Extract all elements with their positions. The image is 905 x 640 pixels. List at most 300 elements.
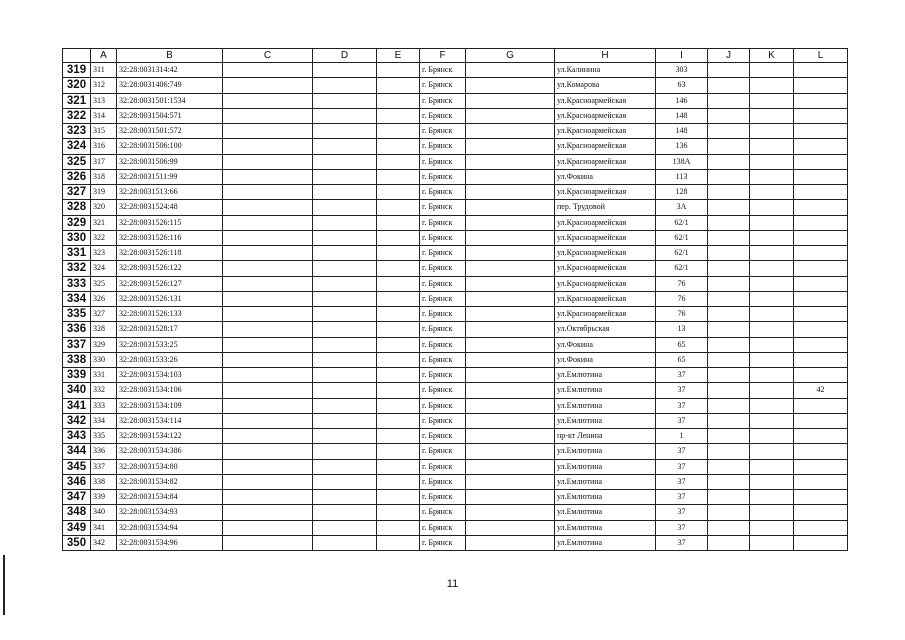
cell-l — [794, 398, 848, 413]
cell-cadastral-number: 32:28:0031534:82 — [117, 474, 223, 489]
cell-j — [708, 322, 750, 337]
cell-a: 331 — [91, 368, 117, 383]
cell-k — [750, 535, 794, 550]
cell-street: ул.Красноармейская — [555, 154, 656, 169]
cell-city: г. Брянск — [420, 444, 466, 459]
row-number: 334 — [63, 291, 91, 306]
cell-house: 303 — [656, 63, 708, 78]
cell-c — [223, 230, 313, 245]
cell-e — [377, 337, 420, 352]
cell-e — [377, 429, 420, 444]
cell-house: 37 — [656, 383, 708, 398]
cell-cadastral-number: 32:28:0031526:131 — [117, 291, 223, 306]
cell-city: г. Брянск — [420, 276, 466, 291]
cell-house: 37 — [656, 398, 708, 413]
cell-a: 316 — [91, 139, 117, 154]
cell-cadastral-number: 32:28:0031526:133 — [117, 307, 223, 322]
cell-l — [794, 535, 848, 550]
cell-l — [794, 93, 848, 108]
cell-street: ул.Октябрьская — [555, 322, 656, 337]
cell-g — [466, 154, 555, 169]
cell-k — [750, 185, 794, 200]
cell-l — [794, 291, 848, 306]
cell-city: г. Брянск — [420, 154, 466, 169]
cell-cadastral-number: 32:28:0031506:99 — [117, 154, 223, 169]
cell-k — [750, 337, 794, 352]
cell-k — [750, 93, 794, 108]
cell-city: г. Брянск — [420, 124, 466, 139]
cell-house: 37 — [656, 520, 708, 535]
cell-city: г. Брянск — [420, 490, 466, 505]
cell-k — [750, 398, 794, 413]
cell-g — [466, 490, 555, 505]
scan-edge-mark — [3, 555, 5, 615]
cell-street: ул.Красноармейская — [555, 215, 656, 230]
cell-cadastral-number: 32:28:0031526:122 — [117, 261, 223, 276]
cell-a: 311 — [91, 63, 117, 78]
cell-house: 62/1 — [656, 215, 708, 230]
cell-a: 324 — [91, 261, 117, 276]
cell-street: пр-кт Ленина — [555, 429, 656, 444]
cell-g — [466, 169, 555, 184]
cell-l — [794, 215, 848, 230]
cell-l — [794, 459, 848, 474]
cell-c — [223, 124, 313, 139]
cell-j — [708, 368, 750, 383]
cell-j — [708, 474, 750, 489]
cell-j — [708, 352, 750, 367]
row-number: 330 — [63, 230, 91, 245]
cell-j — [708, 63, 750, 78]
cell-city: г. Брянск — [420, 383, 466, 398]
cell-g — [466, 200, 555, 215]
cell-cadastral-number: 32:28:0031533:25 — [117, 337, 223, 352]
cell-c — [223, 337, 313, 352]
row-number: 347 — [63, 490, 91, 505]
cell-l — [794, 230, 848, 245]
cell-g — [466, 413, 555, 428]
cell-j — [708, 108, 750, 123]
cell-cadastral-number: 32:28:0031534:386 — [117, 444, 223, 459]
cell-j — [708, 78, 750, 93]
row-number: 335 — [63, 307, 91, 322]
cell-a: 321 — [91, 215, 117, 230]
row-number: 326 — [63, 169, 91, 184]
cell-city: г. Брянск — [420, 337, 466, 352]
cell-k — [750, 139, 794, 154]
row-number: 340 — [63, 383, 91, 398]
row-number: 324 — [63, 139, 91, 154]
cell-k — [750, 108, 794, 123]
row-number: 325 — [63, 154, 91, 169]
cell-city: г. Брянск — [420, 139, 466, 154]
cell-j — [708, 505, 750, 520]
cell-d — [313, 368, 377, 383]
cell-street: ул.Комарова — [555, 78, 656, 93]
cell-d — [313, 246, 377, 261]
row-number: 338 — [63, 352, 91, 367]
cell-k — [750, 215, 794, 230]
cell-city: г. Брянск — [420, 459, 466, 474]
cell-house: 37 — [656, 368, 708, 383]
cell-street: ул.Красноармейская — [555, 139, 656, 154]
cell-street: ул.Красноармейская — [555, 276, 656, 291]
cell-a: 313 — [91, 93, 117, 108]
cell-c — [223, 352, 313, 367]
cell-street: ул.Красноармейская — [555, 307, 656, 322]
cell-a: 341 — [91, 520, 117, 535]
table-row — [63, 185, 848, 200]
cell-e — [377, 535, 420, 550]
cell-g — [466, 505, 555, 520]
table-row — [63, 429, 848, 444]
row-number: 345 — [63, 459, 91, 474]
cell-cadastral-number: 32:28:0031526:127 — [117, 276, 223, 291]
cell-g — [466, 444, 555, 459]
cell-d — [313, 444, 377, 459]
cell-c — [223, 139, 313, 154]
cell-c — [223, 459, 313, 474]
cell-city: г. Брянск — [420, 352, 466, 367]
cell-a: 328 — [91, 322, 117, 337]
cell-a: 340 — [91, 505, 117, 520]
cell-l — [794, 124, 848, 139]
cell-e — [377, 307, 420, 322]
cell-house: 76 — [656, 276, 708, 291]
cell-street: ул.Емлютина — [555, 398, 656, 413]
table-row — [63, 383, 848, 398]
cell-g — [466, 459, 555, 474]
cell-g — [466, 185, 555, 200]
cell-k — [750, 230, 794, 245]
row-number: 329 — [63, 215, 91, 230]
cell-e — [377, 398, 420, 413]
column-header-f: F — [420, 49, 466, 63]
cell-house: 65 — [656, 352, 708, 367]
cell-cadastral-number: 32:28:0031534:122 — [117, 429, 223, 444]
cell-l — [794, 444, 848, 459]
cell-l — [794, 352, 848, 367]
cell-d — [313, 291, 377, 306]
cell-g — [466, 337, 555, 352]
cell-e — [377, 78, 420, 93]
page-number: 11 — [446, 578, 459, 590]
cell-j — [708, 307, 750, 322]
row-number: 320 — [63, 78, 91, 93]
cell-cadastral-number: 32:28:0031513:66 — [117, 185, 223, 200]
cell-j — [708, 413, 750, 428]
row-number: 346 — [63, 474, 91, 489]
cell-cadastral-number: 32:28:0031534:80 — [117, 459, 223, 474]
cell-e — [377, 169, 420, 184]
cell-c — [223, 490, 313, 505]
cell-j — [708, 139, 750, 154]
cell-d — [313, 63, 377, 78]
cell-l — [794, 78, 848, 93]
cell-k — [750, 520, 794, 535]
cell-d — [313, 383, 377, 398]
spreadsheet-table — [62, 48, 848, 551]
table-row — [63, 337, 848, 352]
cell-e — [377, 368, 420, 383]
cell-c — [223, 185, 313, 200]
cell-j — [708, 444, 750, 459]
cell-j — [708, 93, 750, 108]
table-row — [63, 78, 848, 93]
cell-j — [708, 200, 750, 215]
cell-d — [313, 108, 377, 123]
cell-c — [223, 291, 313, 306]
cell-cadastral-number: 32:28:0031534:96 — [117, 535, 223, 550]
cell-cadastral-number: 32:28:0031526:116 — [117, 230, 223, 245]
cell-d — [313, 230, 377, 245]
table-row — [63, 200, 848, 215]
cell-c — [223, 368, 313, 383]
row-number: 322 — [63, 108, 91, 123]
cell-house: 37 — [656, 535, 708, 550]
cell-a: 333 — [91, 398, 117, 413]
column-header-k: K — [750, 49, 794, 63]
cell-street: ул.Емлютина — [555, 535, 656, 550]
cell-a: 323 — [91, 246, 117, 261]
cell-street: ул.Емлютина — [555, 368, 656, 383]
cell-cadastral-number: 32:28:0031534:106 — [117, 383, 223, 398]
cell-house: 148 — [656, 108, 708, 123]
table-row — [63, 322, 848, 337]
cell-l — [794, 246, 848, 261]
cell-house: 62/1 — [656, 261, 708, 276]
cell-house: 113 — [656, 169, 708, 184]
cell-g — [466, 215, 555, 230]
column-header-i: I — [656, 49, 708, 63]
cell-street: ул.Красноармейская — [555, 185, 656, 200]
table-row — [63, 474, 848, 489]
cell-l — [794, 337, 848, 352]
cell-d — [313, 459, 377, 474]
cell-d — [313, 261, 377, 276]
cell-e — [377, 520, 420, 535]
cell-j — [708, 383, 750, 398]
cell-l — [794, 490, 848, 505]
cell-house: 76 — [656, 291, 708, 306]
table-row — [63, 108, 848, 123]
cell-e — [377, 459, 420, 474]
row-number: 319 — [63, 63, 91, 78]
cell-a: 326 — [91, 291, 117, 306]
cell-l — [794, 429, 848, 444]
cell-city: г. Брянск — [420, 185, 466, 200]
cell-c — [223, 200, 313, 215]
table-row — [63, 139, 848, 154]
cell-house: 37 — [656, 459, 708, 474]
table-row — [63, 154, 848, 169]
cell-c — [223, 108, 313, 123]
cell-house: 3А — [656, 200, 708, 215]
cell-house: 148 — [656, 124, 708, 139]
cell-d — [313, 185, 377, 200]
table-body — [63, 63, 848, 551]
cell-l — [794, 505, 848, 520]
cell-a: 339 — [91, 490, 117, 505]
cell-k — [750, 307, 794, 322]
cell-g — [466, 368, 555, 383]
cell-l — [794, 276, 848, 291]
cell-e — [377, 215, 420, 230]
cell-l — [794, 139, 848, 154]
cell-street: ул.Емлютина — [555, 520, 656, 535]
cell-g — [466, 398, 555, 413]
cell-a: 327 — [91, 307, 117, 322]
cell-street: ул.Фокина — [555, 337, 656, 352]
cell-house: 138А — [656, 154, 708, 169]
cell-d — [313, 490, 377, 505]
table-row — [63, 459, 848, 474]
cell-cadastral-number: 32:28:0031534:94 — [117, 520, 223, 535]
cell-city: г. Брянск — [420, 505, 466, 520]
table-row — [63, 124, 848, 139]
cell-k — [750, 276, 794, 291]
cell-house: 62/1 — [656, 246, 708, 261]
cell-street: ул.Фокина — [555, 352, 656, 367]
cell-c — [223, 398, 313, 413]
cell-d — [313, 474, 377, 489]
table-row — [63, 261, 848, 276]
cell-l — [794, 322, 848, 337]
cell-e — [377, 108, 420, 123]
cell-cadastral-number: 32:28:0031526:115 — [117, 215, 223, 230]
cell-e — [377, 352, 420, 367]
cell-g — [466, 291, 555, 306]
cell-k — [750, 490, 794, 505]
cell-d — [313, 535, 377, 550]
cell-g — [466, 230, 555, 245]
cell-a: 335 — [91, 429, 117, 444]
cell-house: 37 — [656, 505, 708, 520]
row-number: 348 — [63, 505, 91, 520]
cell-c — [223, 154, 313, 169]
cell-d — [313, 429, 377, 444]
cell-e — [377, 383, 420, 398]
cell-house: 1 — [656, 429, 708, 444]
cell-d — [313, 276, 377, 291]
column-header-d: D — [313, 49, 377, 63]
cell-j — [708, 490, 750, 505]
cell-city: г. Брянск — [420, 429, 466, 444]
cell-street: ул.Красноармейская — [555, 108, 656, 123]
table-row — [63, 307, 848, 322]
cell-k — [750, 154, 794, 169]
cell-c — [223, 78, 313, 93]
cell-j — [708, 261, 750, 276]
cell-d — [313, 154, 377, 169]
column-header-j: J — [708, 49, 750, 63]
cell-city: г. Брянск — [420, 413, 466, 428]
cell-cadastral-number: 32:28:0031534:84 — [117, 490, 223, 505]
cell-j — [708, 337, 750, 352]
cell-c — [223, 322, 313, 337]
cell-d — [313, 413, 377, 428]
cell-j — [708, 535, 750, 550]
cell-c — [223, 429, 313, 444]
cell-city: г. Брянск — [420, 307, 466, 322]
cell-house: 136 — [656, 139, 708, 154]
cell-d — [313, 307, 377, 322]
cell-e — [377, 444, 420, 459]
cell-g — [466, 383, 555, 398]
cell-l — [794, 413, 848, 428]
cell-d — [313, 78, 377, 93]
cell-house: 62/1 — [656, 230, 708, 245]
cell-city: г. Брянск — [420, 215, 466, 230]
cell-j — [708, 520, 750, 535]
cell-e — [377, 124, 420, 139]
column-header-a: A — [91, 49, 117, 63]
corner-header — [63, 49, 91, 63]
cell-cadastral-number: 32:28:0031501:572 — [117, 124, 223, 139]
cell-j — [708, 169, 750, 184]
cell-e — [377, 322, 420, 337]
row-number: 333 — [63, 276, 91, 291]
cell-j — [708, 185, 750, 200]
cell-e — [377, 139, 420, 154]
row-number: 337 — [63, 337, 91, 352]
cell-street: ул.Фокина — [555, 169, 656, 184]
cell-l — [794, 185, 848, 200]
cell-house: 37 — [656, 490, 708, 505]
cell-cadastral-number: 32:28:0031314:42 — [117, 63, 223, 78]
cell-g — [466, 322, 555, 337]
cell-l — [794, 154, 848, 169]
table-row — [63, 276, 848, 291]
table-row — [63, 291, 848, 306]
cell-d — [313, 322, 377, 337]
cell-a: 322 — [91, 230, 117, 245]
table-row — [63, 398, 848, 413]
cell-e — [377, 413, 420, 428]
cell-d — [313, 352, 377, 367]
cell-k — [750, 291, 794, 306]
table-row — [63, 63, 848, 78]
row-number: 331 — [63, 246, 91, 261]
cell-house: 37 — [656, 474, 708, 489]
cell-l — [794, 200, 848, 215]
table-row — [63, 368, 848, 383]
cell-l — [794, 63, 848, 78]
cell-c — [223, 246, 313, 261]
cell-a: 342 — [91, 535, 117, 550]
cell-d — [313, 169, 377, 184]
cell-a: 325 — [91, 276, 117, 291]
cell-g — [466, 139, 555, 154]
cell-e — [377, 185, 420, 200]
cell-g — [466, 108, 555, 123]
cell-j — [708, 291, 750, 306]
cell-e — [377, 246, 420, 261]
row-number: 336 — [63, 322, 91, 337]
cell-street: пер. Трудовой — [555, 200, 656, 215]
cell-g — [466, 429, 555, 444]
cell-e — [377, 474, 420, 489]
cell-g — [466, 352, 555, 367]
cell-g — [466, 307, 555, 322]
cell-cadastral-number: 32:28:0031534:109 — [117, 398, 223, 413]
column-header-e: E — [377, 49, 420, 63]
cell-cadastral-number: 32:28:0031524:48 — [117, 200, 223, 215]
cell-c — [223, 276, 313, 291]
row-number: 341 — [63, 398, 91, 413]
cell-l — [794, 307, 848, 322]
cell-d — [313, 505, 377, 520]
